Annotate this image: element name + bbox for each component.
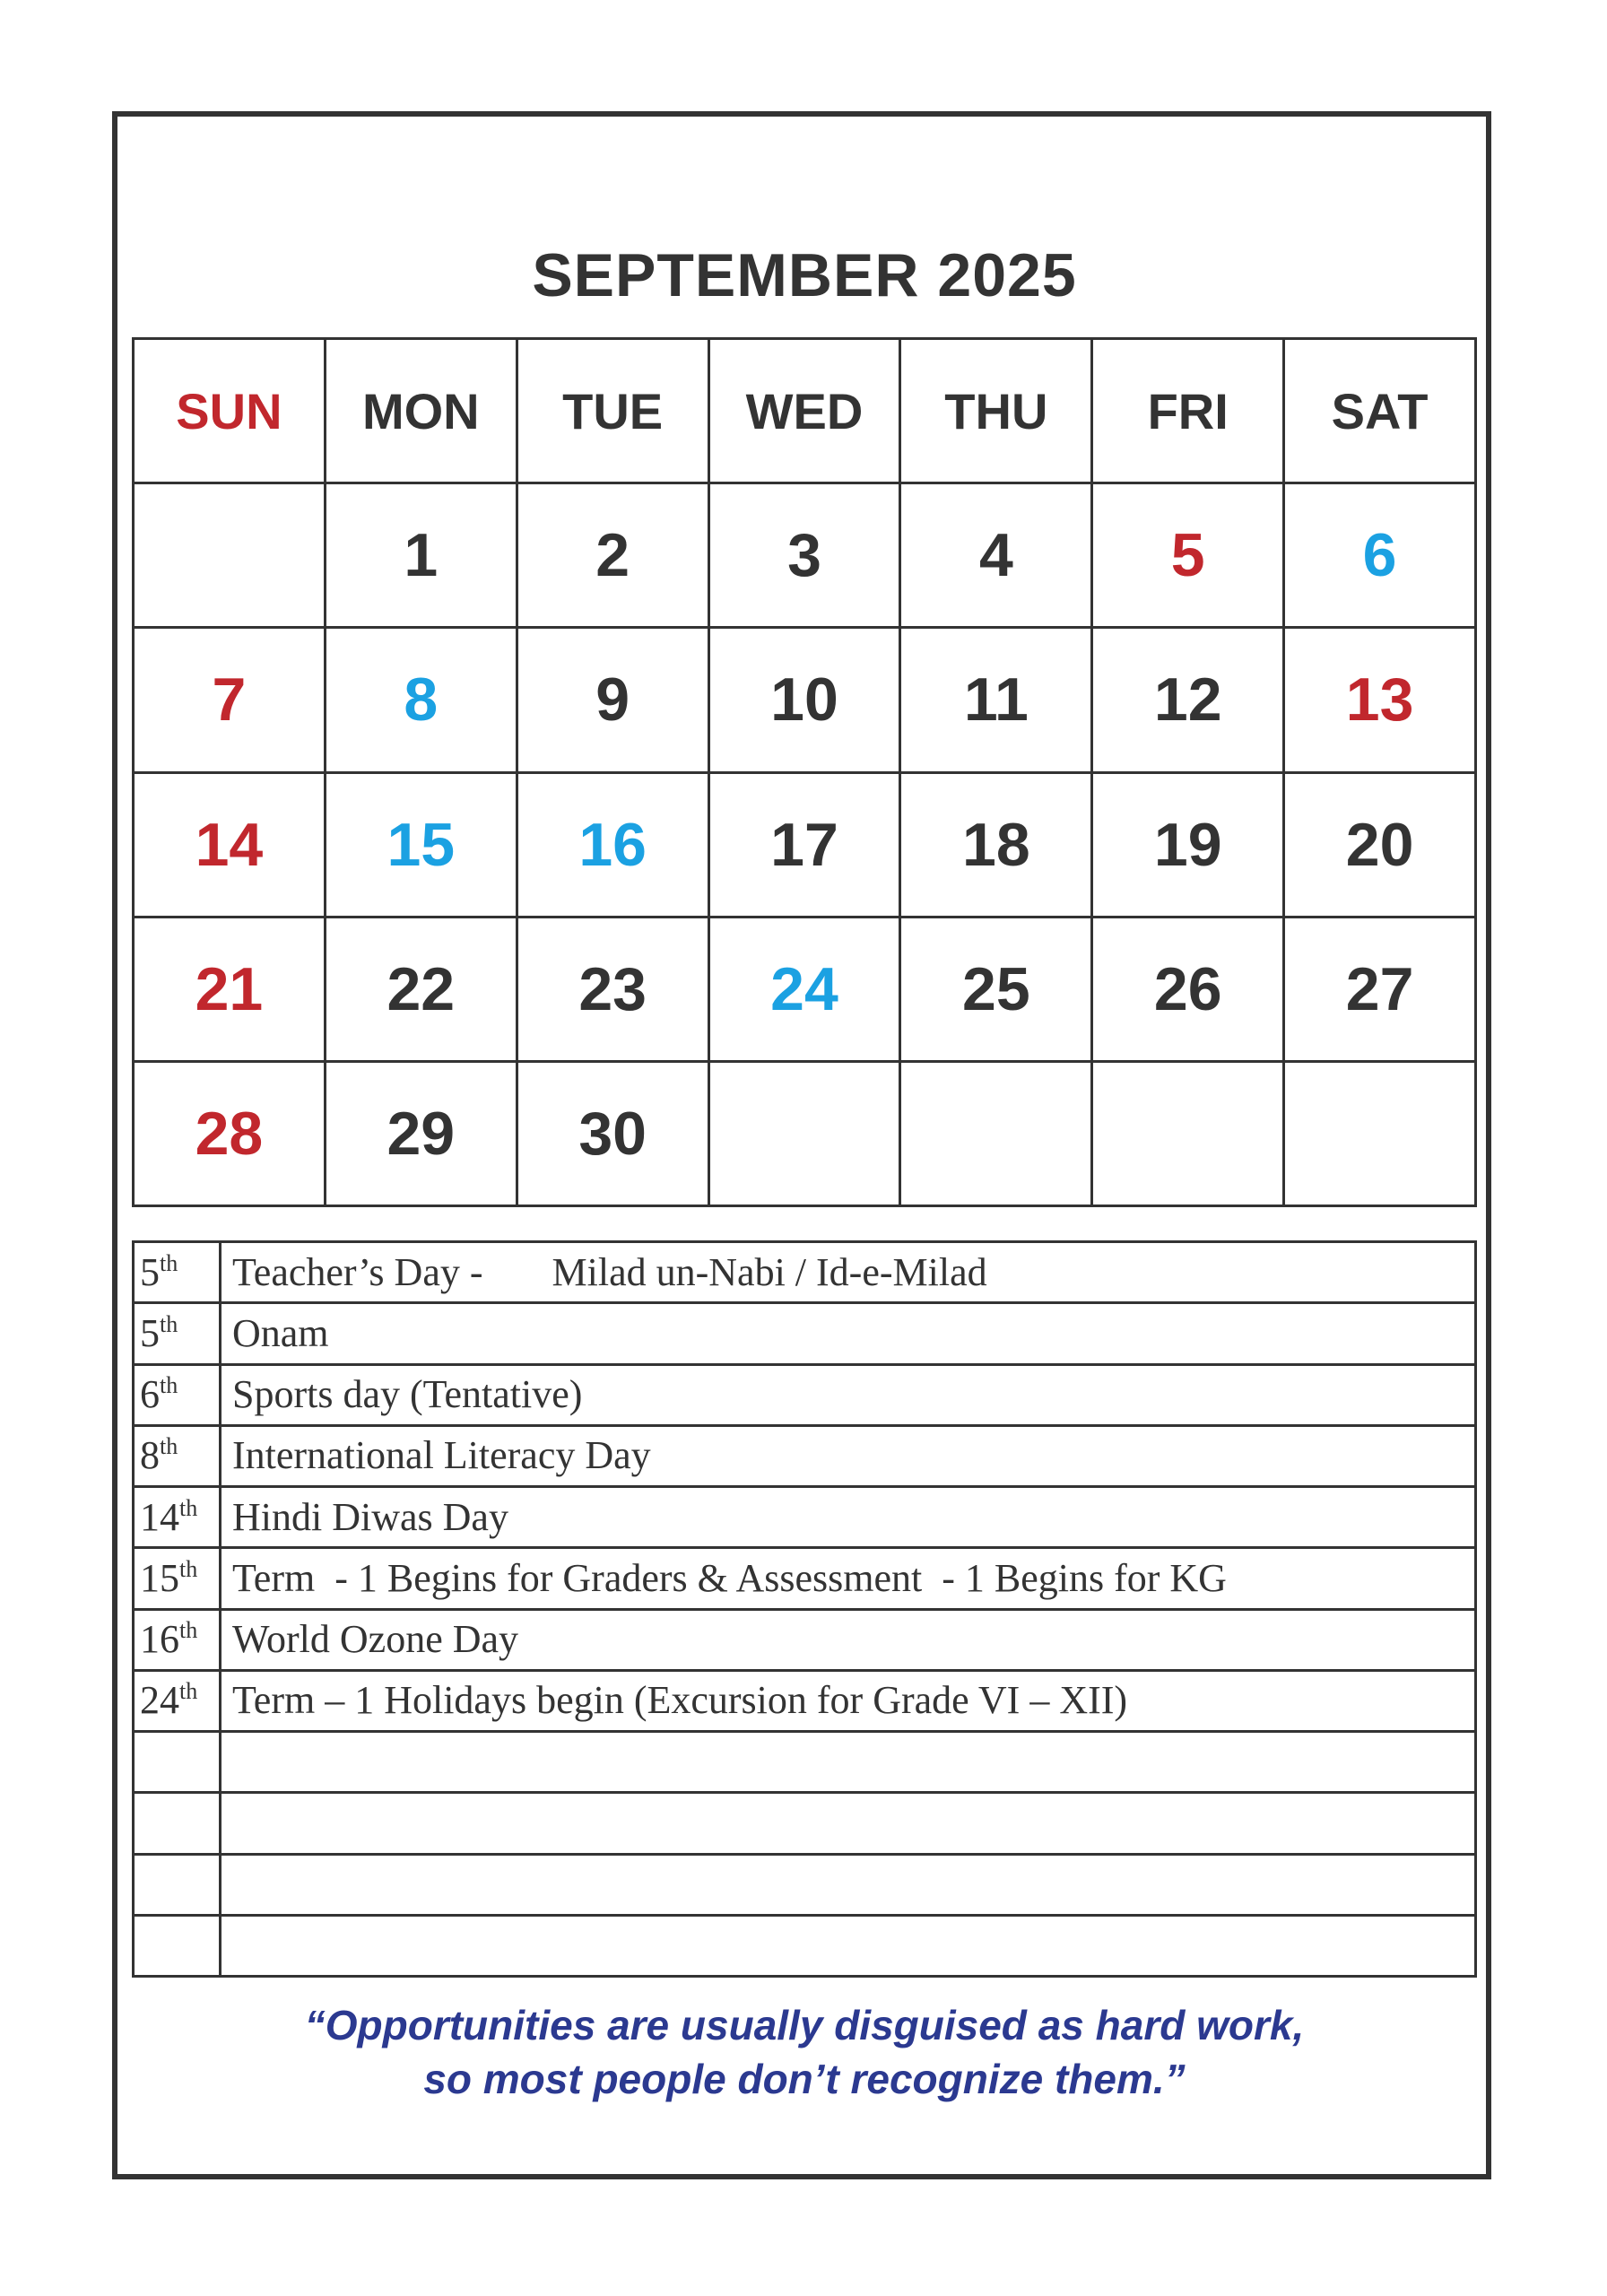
date-cell-25: 25 [901, 918, 1093, 1063]
event-row [134, 1854, 1476, 1915]
event-date [134, 1732, 221, 1793]
event-day-suffix: th [160, 1433, 178, 1460]
event-description: Term – 1 Holidays begin (Excursion for Grade VI – XII) [221, 1670, 1476, 1731]
event-row [134, 1548, 1476, 1609]
event-day-number: 15 [140, 1555, 179, 1600]
event-date [134, 1364, 221, 1425]
date-cell-20: 20 [1285, 774, 1477, 918]
event-day-number: 5 [140, 1249, 160, 1294]
date-cell-28: 28 [135, 1063, 326, 1207]
date-cell-22: 22 [326, 918, 518, 1063]
event-date [134, 1793, 221, 1854]
quote [112, 1998, 1497, 2106]
event-row [134, 1242, 1476, 1303]
empty-date-cell [135, 484, 326, 629]
event-date [134, 1854, 221, 1915]
date-cell-4: 4 [901, 484, 1093, 629]
event-day-number: 6 [140, 1372, 160, 1417]
date-cell-6: 6 [1285, 484, 1477, 629]
weekday-header-tue: TUE [518, 340, 710, 484]
weekday-header-wed: WED [710, 340, 902, 484]
event-description: Teacher’s Day - Milad un-Nabi / Id-e-Milad [221, 1242, 1476, 1303]
date-cell-10: 10 [710, 629, 902, 773]
event-date [134, 1609, 221, 1670]
quote-line-1: “Opportunities are usually disguised as hard work, [304, 2002, 1305, 2048]
event-description [221, 1854, 1476, 1915]
date-cell-11: 11 [901, 629, 1093, 773]
weekday-header-mon: MON [326, 340, 518, 484]
date-cell-8: 8 [326, 629, 518, 773]
event-day-suffix: th [179, 1678, 198, 1705]
date-cell-23: 23 [518, 918, 710, 1063]
date-cell-21: 21 [135, 918, 326, 1063]
event-row [134, 1303, 1476, 1364]
date-cell-27: 27 [1285, 918, 1477, 1063]
event-description: Onam [221, 1303, 1476, 1364]
event-day-suffix: th [179, 1494, 198, 1521]
weekday-header-sat: SAT [1285, 340, 1477, 484]
empty-date-cell [1285, 1063, 1477, 1207]
event-date [134, 1487, 221, 1548]
date-cell-15: 15 [326, 774, 518, 918]
event-day-number: 5 [140, 1310, 160, 1355]
event-row [134, 1609, 1476, 1670]
event-row [134, 1364, 1476, 1425]
events-table [132, 1240, 1477, 1978]
event-date [134, 1425, 221, 1486]
date-cell-14: 14 [135, 774, 326, 918]
event-date [134, 1670, 221, 1731]
month-title: SEPTEMBER 2025 [532, 241, 1077, 309]
date-cell-19: 19 [1093, 774, 1285, 918]
event-date [134, 1303, 221, 1364]
date-cell-30: 30 [518, 1063, 710, 1207]
date-cell-12: 12 [1093, 629, 1285, 773]
weekday-header-sun: SUN [135, 340, 326, 484]
event-row [134, 1425, 1476, 1486]
date-cell-13: 13 [1285, 629, 1477, 773]
date-cell-1: 1 [326, 484, 518, 629]
empty-date-cell [710, 1063, 902, 1207]
date-cell-2: 2 [518, 484, 710, 629]
event-date [134, 1548, 221, 1609]
weekday-header-fri: FRI [1093, 340, 1285, 484]
event-row [134, 1670, 1476, 1731]
event-day-suffix: th [179, 1617, 198, 1644]
event-description: World Ozone Day [221, 1609, 1476, 1670]
event-description: Hindi Diwas Day [221, 1487, 1476, 1548]
event-description [221, 1732, 1476, 1793]
event-description [221, 1793, 1476, 1854]
event-day-number: 16 [140, 1617, 179, 1662]
date-cell-9: 9 [518, 629, 710, 773]
date-cell-7: 7 [135, 629, 326, 773]
date-cell-17: 17 [710, 774, 902, 918]
event-day-suffix: th [160, 1372, 178, 1399]
event-day-number: 24 [140, 1678, 179, 1723]
event-day-suffix: th [179, 1555, 198, 1582]
weekday-header-thu: THU [901, 340, 1093, 484]
empty-date-cell [901, 1063, 1093, 1207]
date-cell-18: 18 [901, 774, 1093, 918]
event-description [221, 1915, 1476, 1976]
date-cell-5: 5 [1093, 484, 1285, 629]
event-day-number: 14 [140, 1494, 179, 1539]
date-cell-24: 24 [710, 918, 902, 1063]
event-description: Term - 1 Begins for Graders & Assessment - 1 Begins for KG [221, 1548, 1476, 1609]
event-description: Sports day (Tentative) [221, 1364, 1476, 1425]
event-date [134, 1915, 221, 1976]
event-day-number: 8 [140, 1433, 160, 1478]
date-cell-16: 16 [518, 774, 710, 918]
date-cell-3: 3 [710, 484, 902, 629]
date-cell-26: 26 [1093, 918, 1285, 1063]
event-day-suffix: th [160, 1249, 178, 1276]
date-cell-29: 29 [326, 1063, 518, 1207]
event-row [134, 1915, 1476, 1976]
event-row [134, 1487, 1476, 1548]
empty-date-cell [1093, 1063, 1285, 1207]
event-row [134, 1732, 1476, 1793]
calendar-grid [132, 337, 1477, 1207]
event-description: International Literacy Day [221, 1425, 1476, 1486]
event-row [134, 1793, 1476, 1854]
event-day-suffix: th [160, 1310, 178, 1337]
quote-line-2: so most people don’t recognize them.” [423, 2056, 1186, 2102]
event-date [134, 1242, 221, 1303]
